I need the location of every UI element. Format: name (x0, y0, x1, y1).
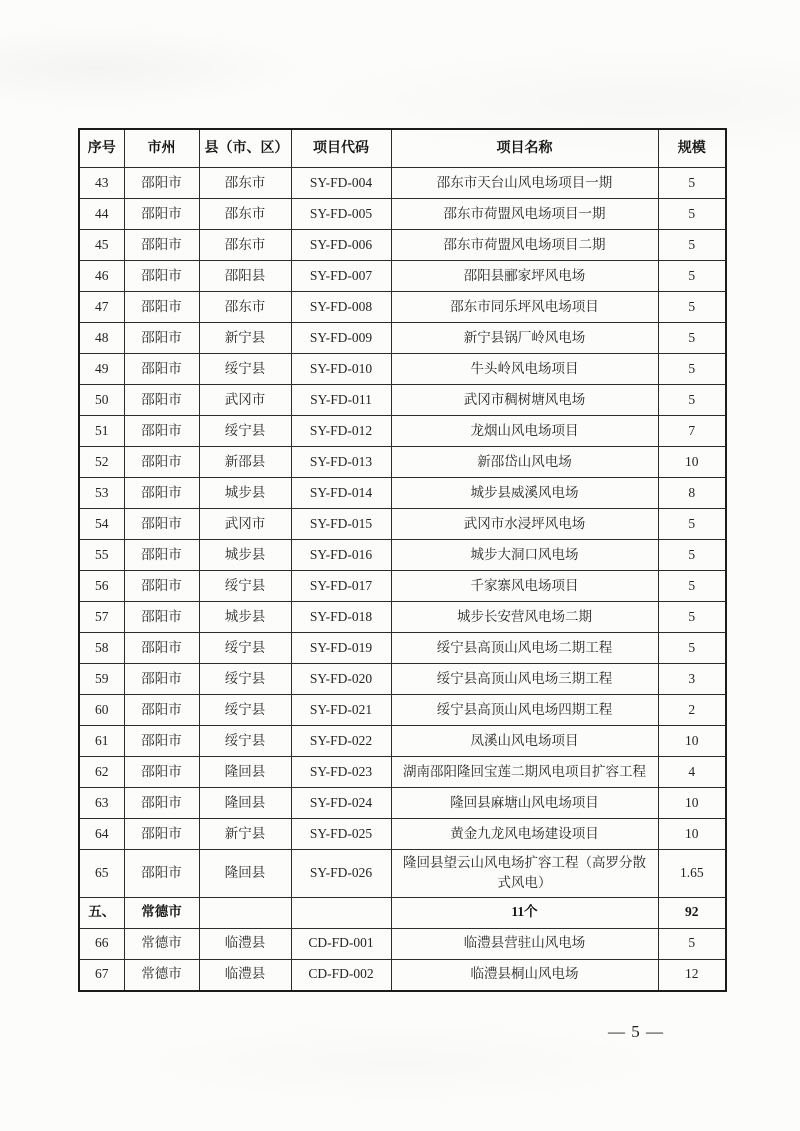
cell-county: 武冈市 (199, 509, 291, 540)
cell-project-code: SY-FD-005 (291, 199, 391, 230)
cell-project-code: SY-FD-012 (291, 416, 391, 447)
cell-county: 城步县 (199, 478, 291, 509)
cell-city: 邵阳市 (124, 664, 199, 695)
cell-seq: 46 (79, 261, 124, 292)
cell-city: 邵阳市 (124, 850, 199, 898)
table-row (79, 928, 726, 959)
cell-scale: 7 (658, 416, 726, 447)
table-body (79, 168, 726, 991)
cell-scale: 10 (658, 788, 726, 819)
cell-scale: 5 (658, 323, 726, 354)
cell-scale: 2 (658, 695, 726, 726)
cell-city: 邵阳市 (124, 416, 199, 447)
cell-project-code (291, 897, 391, 928)
table-row (79, 168, 726, 199)
table-row (79, 354, 726, 385)
cell-scale: 5 (658, 385, 726, 416)
cell-project-name: 11个 (391, 897, 658, 928)
cell-project-code: SY-FD-021 (291, 695, 391, 726)
cell-project-name: 邵东市天台山风电场项目一期 (391, 168, 658, 199)
cell-project-name: 临澧县营驻山风电场 (391, 928, 658, 959)
cell-project-name: 龙烟山风电场项目 (391, 416, 658, 447)
table-row (79, 292, 726, 323)
cell-seq: 64 (79, 819, 124, 850)
cell-seq: 45 (79, 230, 124, 261)
cell-project-name: 凤溪山风电场项目 (391, 726, 658, 757)
cell-county: 隆回县 (199, 850, 291, 898)
cell-project-name: 临澧县桐山风电场 (391, 959, 658, 991)
cell-project-code: SY-FD-020 (291, 664, 391, 695)
cell-scale: 3 (658, 664, 726, 695)
cell-scale: 5 (658, 602, 726, 633)
cell-project-name: 城步大洞口风电场 (391, 540, 658, 571)
cell-city: 邵阳市 (124, 726, 199, 757)
cell-county: 临澧县 (199, 959, 291, 991)
summary-row (79, 897, 726, 928)
cell-scale: 12 (658, 959, 726, 991)
cell-seq: 67 (79, 959, 124, 991)
cell-project-name: 武冈市稠树塘风电场 (391, 385, 658, 416)
table-row (79, 385, 726, 416)
cell-county: 新宁县 (199, 323, 291, 354)
cell-city: 邵阳市 (124, 478, 199, 509)
cell-county: 绥宁县 (199, 633, 291, 664)
cell-county: 邵东市 (199, 230, 291, 261)
table-row (79, 757, 726, 788)
cell-scale: 1.65 (658, 850, 726, 898)
cell-project-name: 武冈市水浸坪风电场 (391, 509, 658, 540)
cell-county: 新宁县 (199, 819, 291, 850)
cell-project-code: SY-FD-026 (291, 850, 391, 898)
cell-seq: 47 (79, 292, 124, 323)
cell-scale: 5 (658, 509, 726, 540)
cell-scale: 5 (658, 168, 726, 199)
wind-projects-table (78, 128, 727, 992)
cell-scale: 5 (658, 199, 726, 230)
header-seq: 序号 (79, 129, 124, 168)
cell-project-code: SY-FD-024 (291, 788, 391, 819)
cell-county: 绥宁县 (199, 354, 291, 385)
cell-scale: 5 (658, 540, 726, 571)
cell-project-name: 绥宁县高顶山风电场四期工程 (391, 695, 658, 726)
header-county: 县（市、区） (199, 129, 291, 168)
cell-project-code: SY-FD-019 (291, 633, 391, 664)
cell-city: 邵阳市 (124, 447, 199, 478)
cell-project-code: SY-FD-011 (291, 385, 391, 416)
cell-project-name: 绥宁县高顶山风电场三期工程 (391, 664, 658, 695)
cell-seq: 五、 (79, 897, 124, 928)
cell-scale: 5 (658, 571, 726, 602)
cell-project-name: 绥宁县高顶山风电场二期工程 (391, 633, 658, 664)
cell-project-name: 隆回县麻塘山风电场项目 (391, 788, 658, 819)
cell-scale: 10 (658, 726, 726, 757)
cell-city: 邵阳市 (124, 230, 199, 261)
cell-county: 绥宁县 (199, 664, 291, 695)
cell-county: 绥宁县 (199, 726, 291, 757)
header-city: 市州 (124, 129, 199, 168)
cell-project-code: SY-FD-016 (291, 540, 391, 571)
table-row (79, 695, 726, 726)
cell-scale: 8 (658, 478, 726, 509)
table-row (79, 850, 726, 898)
cell-county: 临澧县 (199, 928, 291, 959)
cell-scale: 5 (658, 633, 726, 664)
cell-city: 邵阳市 (124, 602, 199, 633)
table-row (79, 959, 726, 991)
cell-seq: 51 (79, 416, 124, 447)
cell-seq: 49 (79, 354, 124, 385)
cell-scale: 5 (658, 354, 726, 385)
cell-county: 城步县 (199, 602, 291, 633)
table-row (79, 447, 726, 478)
table-header-row (79, 129, 726, 168)
cell-seq: 43 (79, 168, 124, 199)
cell-city: 常德市 (124, 928, 199, 959)
cell-seq: 52 (79, 447, 124, 478)
cell-city: 邵阳市 (124, 633, 199, 664)
table-row (79, 230, 726, 261)
cell-county: 邵东市 (199, 199, 291, 230)
cell-project-name: 邵东市荷盟风电场项目二期 (391, 230, 658, 261)
table-row (79, 323, 726, 354)
cell-project-name: 牛头岭风电场项目 (391, 354, 658, 385)
cell-scale: 10 (658, 819, 726, 850)
header-scale: 规模 (658, 129, 726, 168)
cell-county: 新邵县 (199, 447, 291, 478)
cell-project-name: 新邵岱山风电场 (391, 447, 658, 478)
cell-city: 邵阳市 (124, 819, 199, 850)
cell-seq: 65 (79, 850, 124, 898)
cell-project-name: 千家寨风电场项目 (391, 571, 658, 602)
cell-scale: 5 (658, 292, 726, 323)
cell-city: 邵阳市 (124, 199, 199, 230)
cell-county: 邵东市 (199, 168, 291, 199)
cell-county: 绥宁县 (199, 416, 291, 447)
table-row (79, 416, 726, 447)
cell-city: 邵阳市 (124, 509, 199, 540)
cell-seq: 63 (79, 788, 124, 819)
cell-project-name: 城步长安营风电场二期 (391, 602, 658, 633)
cell-scale: 92 (658, 897, 726, 928)
cell-city: 常德市 (124, 959, 199, 991)
cell-project-code: SY-FD-023 (291, 757, 391, 788)
table-row (79, 571, 726, 602)
cell-county: 隆回县 (199, 788, 291, 819)
cell-scale: 4 (658, 757, 726, 788)
cell-city: 邵阳市 (124, 385, 199, 416)
table-row (79, 540, 726, 571)
cell-project-code: SY-FD-009 (291, 323, 391, 354)
cell-seq: 61 (79, 726, 124, 757)
cell-project-name: 邵阳县郦家坪风电场 (391, 261, 658, 292)
cell-city: 邵阳市 (124, 571, 199, 602)
cell-county: 隆回县 (199, 757, 291, 788)
cell-seq: 58 (79, 633, 124, 664)
cell-project-code: SY-FD-014 (291, 478, 391, 509)
header-project-name: 项目名称 (391, 129, 658, 168)
cell-county: 武冈市 (199, 385, 291, 416)
cell-project-name: 城步县威溪风电场 (391, 478, 658, 509)
cell-project-code: SY-FD-006 (291, 230, 391, 261)
cell-city: 常德市 (124, 897, 199, 928)
cell-project-name: 邵东市荷盟风电场项目一期 (391, 199, 658, 230)
cell-project-name: 新宁县锅厂岭风电场 (391, 323, 658, 354)
cell-city: 邵阳市 (124, 354, 199, 385)
cell-seq: 53 (79, 478, 124, 509)
cell-scale: 5 (658, 261, 726, 292)
header-project-code: 项目代码 (291, 129, 391, 168)
cell-city: 邵阳市 (124, 788, 199, 819)
table-row (79, 726, 726, 757)
cell-scale: 10 (658, 447, 726, 478)
cell-seq: 60 (79, 695, 124, 726)
table-row (79, 602, 726, 633)
cell-city: 邵阳市 (124, 292, 199, 323)
table-row (79, 478, 726, 509)
cell-city: 邵阳市 (124, 261, 199, 292)
cell-seq: 62 (79, 757, 124, 788)
cell-county (199, 897, 291, 928)
cell-project-code: CD-FD-001 (291, 928, 391, 959)
cell-seq: 50 (79, 385, 124, 416)
table-row (79, 633, 726, 664)
cell-project-name: 隆回县望云山风电场扩容工程（高罗分散式风电） (391, 850, 658, 898)
cell-project-code: SY-FD-017 (291, 571, 391, 602)
cell-seq: 55 (79, 540, 124, 571)
cell-project-name: 湖南邵阳隆回宝莲二期风电项目扩容工程 (391, 757, 658, 788)
cell-city: 邵阳市 (124, 695, 199, 726)
cell-project-code: SY-FD-008 (291, 292, 391, 323)
cell-city: 邵阳市 (124, 540, 199, 571)
cell-project-name: 邵东市同乐坪风电场项目 (391, 292, 658, 323)
cell-county: 邵阳县 (199, 261, 291, 292)
cell-seq: 66 (79, 928, 124, 959)
table-row (79, 509, 726, 540)
cell-project-code: SY-FD-010 (291, 354, 391, 385)
cell-seq: 56 (79, 571, 124, 602)
cell-seq: 48 (79, 323, 124, 354)
table-row (79, 788, 726, 819)
table-row (79, 819, 726, 850)
cell-seq: 59 (79, 664, 124, 695)
cell-project-code: SY-FD-015 (291, 509, 391, 540)
cell-seq: 44 (79, 199, 124, 230)
cell-city: 邵阳市 (124, 757, 199, 788)
table-row (79, 199, 726, 230)
cell-city: 邵阳市 (124, 323, 199, 354)
table-row (79, 664, 726, 695)
cell-county: 绥宁县 (199, 571, 291, 602)
cell-county: 城步县 (199, 540, 291, 571)
page-number: — 5 — (608, 1022, 664, 1041)
cell-project-code: SY-FD-018 (291, 602, 391, 633)
cell-city: 邵阳市 (124, 168, 199, 199)
cell-project-code: SY-FD-022 (291, 726, 391, 757)
cell-project-code: SY-FD-007 (291, 261, 391, 292)
cell-seq: 54 (79, 509, 124, 540)
cell-county: 邵东市 (199, 292, 291, 323)
cell-project-code: SY-FD-004 (291, 168, 391, 199)
cell-project-code: SY-FD-013 (291, 447, 391, 478)
cell-scale: 5 (658, 230, 726, 261)
cell-county: 绥宁县 (199, 695, 291, 726)
cell-project-code: SY-FD-025 (291, 819, 391, 850)
cell-project-name: 黄金九龙风电场建设项目 (391, 819, 658, 850)
cell-scale: 5 (658, 928, 726, 959)
cell-seq: 57 (79, 602, 124, 633)
cell-project-code: CD-FD-002 (291, 959, 391, 991)
table-row (79, 261, 726, 292)
